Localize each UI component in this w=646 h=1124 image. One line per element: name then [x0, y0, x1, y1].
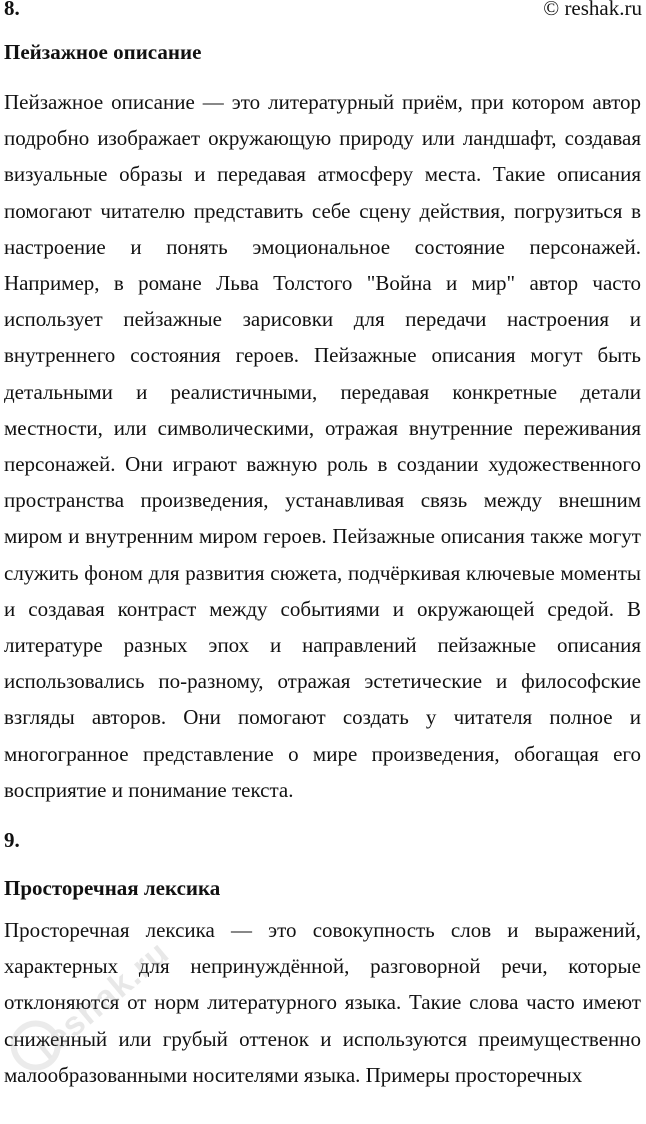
task-number-9: 9. [4, 828, 20, 852]
section-9-title: Просторечная лексика [4, 876, 221, 900]
task-number-8: 8. [4, 0, 20, 20]
section-9-text: Просторечная лексика — это совокупность слов и выражений, характерных для непринуждённой, разговорной речи, которые отклоняются от норм литературного языка. Такие слова часто имеют сниженный или грубый оттенок и используются преимущественно малообразованными носителями языка. Примеры просторечных [4, 918, 641, 1087]
copyright-label: © reshak.ru [543, 0, 642, 20]
watermark-text: reshak.ru [27, 933, 177, 1067]
page-header [4, 0, 642, 20]
section-8-title: Пейзажное описание [4, 40, 202, 64]
section-8-text: Пейзажное описание — это литературный приём, при котором автор подробно изображает окружающую природу или ландшафт, создавая визуальные образы и передавая атмосферу места. Такие описания помогают читателю представить себе сцену действия, погрузиться в настроение и понять эмоциональное состояние персонажей. Например, в романе Льва Толстого "Война и мир" автор часто использует пейзажные зарисовки для передачи настроения и внутреннего состояния героев. Пейзажные описания могут быть детальными и реалистичными, передавая конкретные детали местности, или символическими, отражая внутренние переживания персонажей. Они играют важную роль в создании художественного пространства произведения, устанавливая связь между внешним миром и внутренним миром героев. Пейзажные описания также могут служить фоном для развития сюжета, подчёркивая ключевые моменты и создавая контраст между событиями и окружающей средой. В литературе разных эпох и направлений пейзажные описания использовались по-разному, отражая эстетические и философские взгляды авторов. Они помогают создать у читателя полное и многогранное представление о мире произведения, обогащая его восприятие и понимание текста. [4, 90, 641, 802]
